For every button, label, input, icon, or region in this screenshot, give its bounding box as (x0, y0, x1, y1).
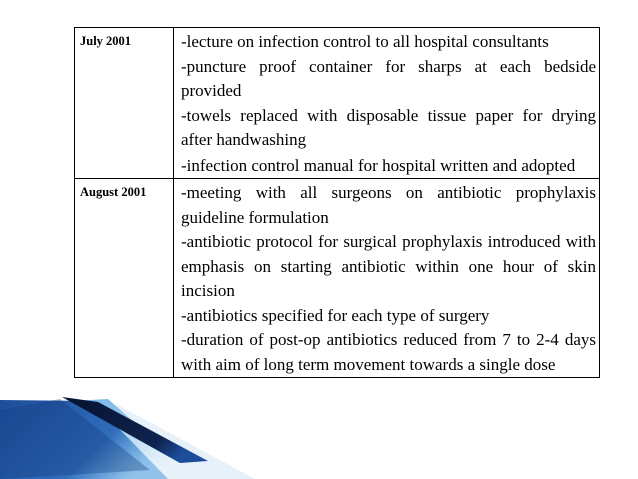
action-item: -puncture proof container for sharps at each bedside provided (181, 56, 596, 100)
timeline-table-container (74, 27, 600, 378)
action-item: -duration of post-op antibiotics reduced from 7 to 2-4 days with aim of long term movement towards a single dose (181, 330, 596, 374)
table-row-august-2001 (75, 179, 600, 378)
swoosh-dark-shadow (0, 399, 150, 479)
action-item: -antibiotic protocol for surgical prophylaxis introduced with emphasis on starting antibiotic within one hour of skin incision (181, 232, 596, 300)
action-item: -lecture on infection control to all hospital consultants (181, 32, 549, 51)
action-item: -infection control manual for hospital written and adopted (181, 155, 576, 175)
swoosh-mid-band (0, 400, 168, 479)
action-item: -meeting with all surgeons on antibiotic prophylaxis guideline formulation (181, 183, 596, 227)
actions-cell (174, 179, 600, 378)
date-cell: August 2001 (75, 179, 174, 378)
swoosh-light-band (0, 399, 198, 479)
actions-cell (174, 28, 600, 179)
swoosh-pale-band (0, 405, 255, 479)
action-item: -antibiotics specified for each type of surgery (181, 305, 490, 325)
action-item: -towels replaced with disposable tissue paper for drying after handwashing (181, 105, 596, 149)
infection-control-timeline-table (74, 27, 600, 378)
swoosh-dark-band (62, 397, 208, 463)
table-row-july-2001 (75, 28, 600, 179)
date-cell: July 2001 (75, 28, 174, 179)
